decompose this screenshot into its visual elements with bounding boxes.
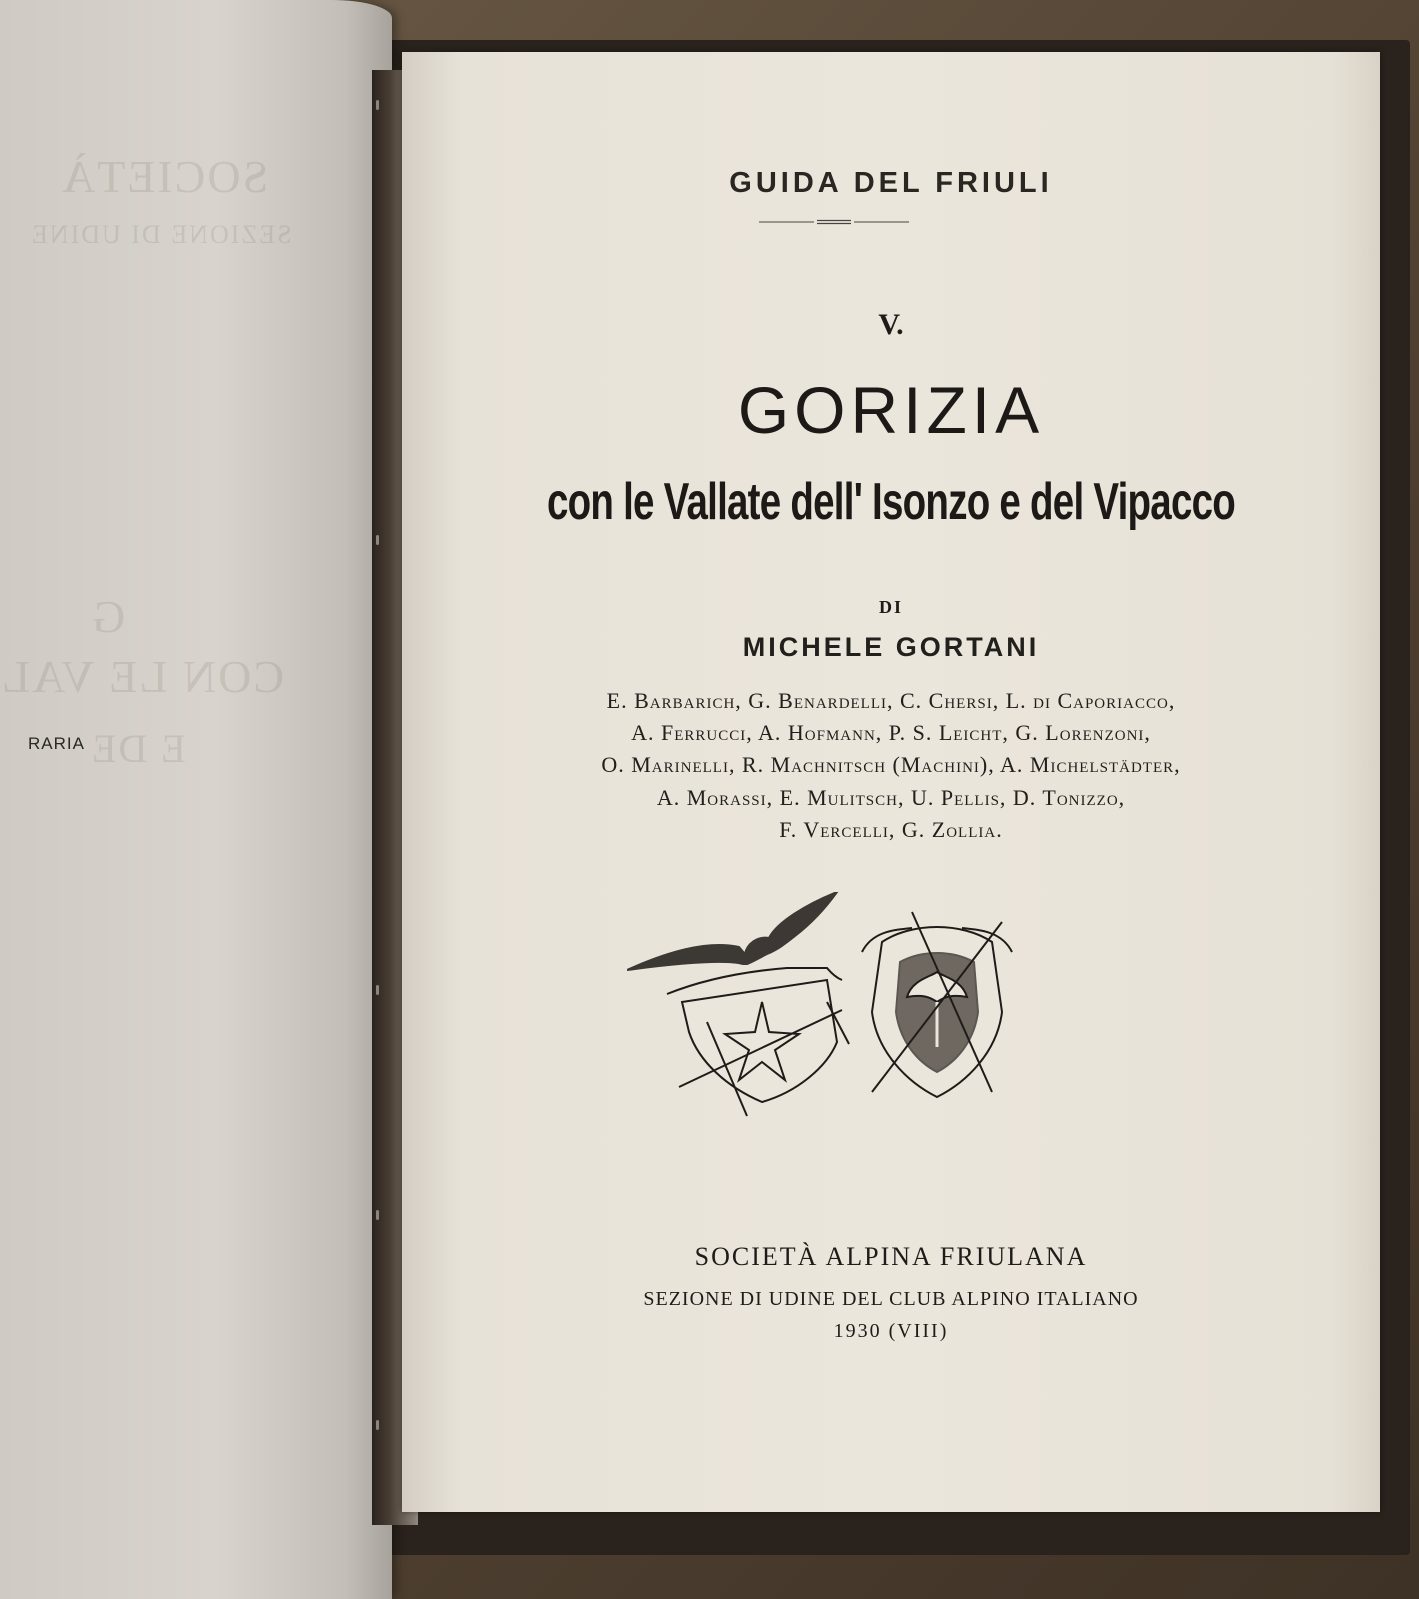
series-title: GUIDA DEL FRIULI bbox=[729, 167, 1053, 199]
societa-alpina-friulana-emblem bbox=[852, 902, 1022, 1102]
publisher-name: SOCIETÀ ALPINA FRIULANA bbox=[694, 1242, 1088, 1271]
bleed-through-text: E DE bbox=[90, 726, 186, 771]
contributors-line: F. Vercelli, G. Zollia. bbox=[779, 817, 1003, 842]
contributors-line: E. Barbarich, G. Benardelli, C. Chersi, L. di Caporiacco, bbox=[606, 688, 1176, 713]
binding-stitches bbox=[370, 80, 390, 1480]
main-author: MICHELE GORTANI bbox=[742, 632, 1040, 662]
book-title: GORIZIA bbox=[737, 373, 1045, 447]
contributors-line: O. Marinelli, R. Machnitsch (Machini), A. Michelstädter, bbox=[601, 752, 1181, 777]
book-subtitle: con le Vallate dell' Isonzo e del Vipacco bbox=[546, 473, 1236, 531]
club-alpino-italiano-emblem bbox=[627, 892, 862, 1117]
left-page-text-fragment: RARIA bbox=[28, 734, 85, 753]
bleed-through-text: SOCIETÀ bbox=[60, 151, 269, 202]
contributors-line: A. Morassi, E. Mulitsch, U. Pellis, D. Tonizzo, bbox=[656, 785, 1126, 810]
left-page bbox=[0, 0, 392, 1599]
bleed-through-text: SEZIONE DI UDINE bbox=[30, 220, 292, 249]
title-ornament-rule bbox=[759, 218, 909, 226]
bleed-through-text: CON LE VAL bbox=[0, 651, 285, 702]
volume-number: V. bbox=[878, 308, 904, 341]
publisher-section: SEZIONE DI UDINE DEL CLUB ALPINO ITALIANO bbox=[643, 1288, 1139, 1310]
by-line: DI bbox=[878, 597, 903, 617]
title-page bbox=[402, 52, 1380, 1512]
publication-year: 1930 (VIII) bbox=[833, 1320, 949, 1342]
bleed-through-text: G bbox=[90, 591, 126, 642]
contributors-line: A. Ferrucci, A. Hofmann, P. S. Leicht, G. Lorenzoni, bbox=[631, 720, 1151, 745]
